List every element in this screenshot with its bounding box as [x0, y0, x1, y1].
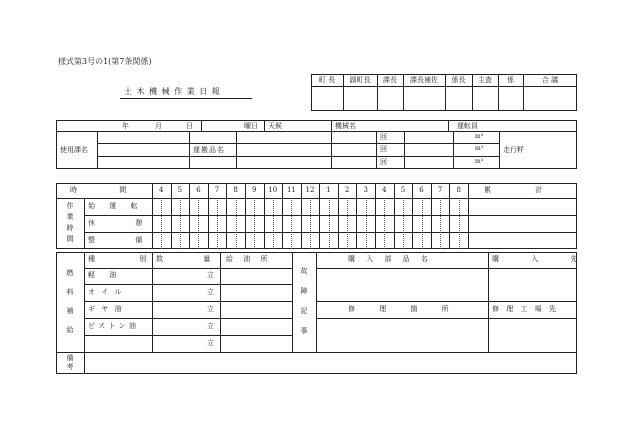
- distance-label: 走行粁: [503, 146, 524, 154]
- fault-side-2: 障: [300, 287, 308, 295]
- hour-label: 6: [196, 186, 201, 194]
- hour-label: 3: [363, 186, 368, 194]
- half-hour-dotted-line: [384, 198, 385, 249]
- fuel-qty-header: 数 量: [156, 255, 211, 263]
- work-time-side-1: 作: [66, 202, 74, 210]
- volume-unit-2: m³: [475, 145, 484, 152]
- hour-label: 1: [326, 186, 331, 194]
- purchase-source-header: 購 入 先: [492, 255, 578, 263]
- machine-name-label: 機械名: [335, 122, 356, 130]
- approval-consultation: 合 議: [541, 76, 559, 84]
- hour-label: 8: [456, 186, 461, 194]
- approval-inspector: 主査: [478, 76, 492, 84]
- fuel-side-4: 給: [66, 326, 74, 334]
- fuel-station-header: 給 油 所: [226, 255, 268, 263]
- hour-label: 12: [305, 186, 315, 194]
- fuel-type-header: 種 別: [88, 255, 147, 263]
- half-hour-dotted-line: [347, 198, 348, 249]
- fuel-row-oil: オ イ ル: [88, 288, 122, 296]
- fuel-row-light-oil: 軽 油: [88, 271, 117, 279]
- operator-label: 運転員: [457, 122, 478, 130]
- date-month-label: 月: [155, 122, 162, 130]
- half-hour-dotted-line: [366, 198, 367, 249]
- approval-unit-chief: 係長: [451, 76, 466, 84]
- fault-side-1: 故: [300, 267, 308, 275]
- hour-label: 5: [177, 186, 183, 194]
- half-hour-dotted-line: [310, 198, 311, 249]
- work-time-side-4: 間: [66, 235, 74, 243]
- work-row-rest: 休 憩: [88, 219, 143, 227]
- repair-location-header: 修 理 箇 所: [348, 305, 449, 313]
- hour-label: 11: [286, 186, 296, 194]
- date-day-label: 日: [186, 122, 193, 130]
- half-hour-dotted-line: [217, 198, 218, 249]
- hour-label: 7: [214, 186, 220, 194]
- fuel-row-piston-oil: ピ ス ト ン 油: [88, 322, 136, 330]
- approval-staff: 係: [507, 76, 514, 84]
- half-hour-dotted-line: [403, 198, 404, 249]
- half-hour-dotted-line: [161, 198, 162, 249]
- hour-label: 5: [400, 186, 406, 194]
- trips-label-3: 回: [380, 158, 387, 166]
- total-header-label: 累 計: [484, 186, 543, 194]
- volume-unit-3: m³: [475, 158, 484, 165]
- half-hour-dotted-line: [180, 198, 181, 249]
- trips-label-2: 回: [380, 145, 387, 153]
- hour-label: 9: [251, 186, 257, 194]
- repair-shop-header: 修 理 工 場 先: [492, 305, 556, 313]
- fuel-row-gear-oil: ギ ヤ 油: [88, 305, 122, 313]
- form-number: 様式第3号の1(第7条関係): [58, 57, 152, 66]
- half-hour-dotted-line: [273, 198, 274, 249]
- approval-town-head: 町 長: [318, 76, 336, 84]
- half-hour-dotted-line: [459, 198, 460, 249]
- work-time-side-2: 業: [66, 213, 74, 221]
- form-title: 土 木 機 械 作 業 日 報: [124, 87, 221, 96]
- hour-label: 4: [159, 186, 164, 194]
- half-hour-dotted-line: [422, 198, 423, 249]
- half-hour-dotted-line: [198, 198, 199, 249]
- weather-label: 天候: [268, 122, 282, 130]
- hour-label: 10: [268, 186, 278, 194]
- half-hour-dotted-line: [236, 198, 237, 249]
- fuel-side-2: 料: [66, 288, 74, 296]
- date-year-label: 年: [122, 122, 129, 130]
- fault-side-4: 事: [300, 327, 308, 335]
- title-underline: [120, 98, 252, 99]
- department-label: 使用課名: [60, 146, 88, 154]
- time-header-label: 時 間: [70, 186, 127, 194]
- half-hour-dotted-line: [329, 198, 330, 249]
- hour-label: 7: [437, 186, 443, 194]
- trips-label-1: 回: [380, 133, 387, 141]
- fault-side-3: 記: [300, 307, 308, 315]
- approval-assistant-chief: 課長補佐: [410, 76, 438, 84]
- hour-label: 8: [233, 186, 238, 194]
- fuel-unit-2: 立: [207, 288, 214, 296]
- fuel-side-3: 補: [66, 307, 74, 315]
- approval-section-chief: 課長: [383, 76, 397, 84]
- fuel-side-1: 燃: [66, 269, 74, 277]
- fuel-unit-1: 立: [207, 271, 214, 279]
- fuel-unit-5: 立: [207, 339, 214, 347]
- approval-deputy: 副町長: [349, 76, 371, 84]
- fuel-unit-4: 立: [207, 322, 214, 330]
- fuel-unit-3: 立: [207, 305, 214, 313]
- volume-unit-1: m³: [475, 133, 484, 140]
- half-hour-dotted-line: [440, 198, 441, 249]
- remarks-label-1: 備: [66, 354, 74, 362]
- work-row-maintenance: 整 備: [88, 236, 143, 244]
- work-time-side-3: 時: [66, 224, 74, 232]
- parts-header: 購 入 部 品 名: [348, 255, 428, 263]
- date-weekday-label: 曜日: [244, 122, 258, 130]
- half-hour-dotted-line: [291, 198, 292, 249]
- half-hour-dotted-line: [254, 198, 255, 249]
- transported-goods-label: 運搬品名: [193, 146, 225, 154]
- work-row-start: 始 運 転: [88, 202, 138, 210]
- hour-label: 2: [344, 186, 350, 194]
- remarks-label-2: 考: [66, 363, 74, 371]
- hour-label: 6: [419, 186, 424, 194]
- hour-label: 4: [382, 186, 387, 194]
